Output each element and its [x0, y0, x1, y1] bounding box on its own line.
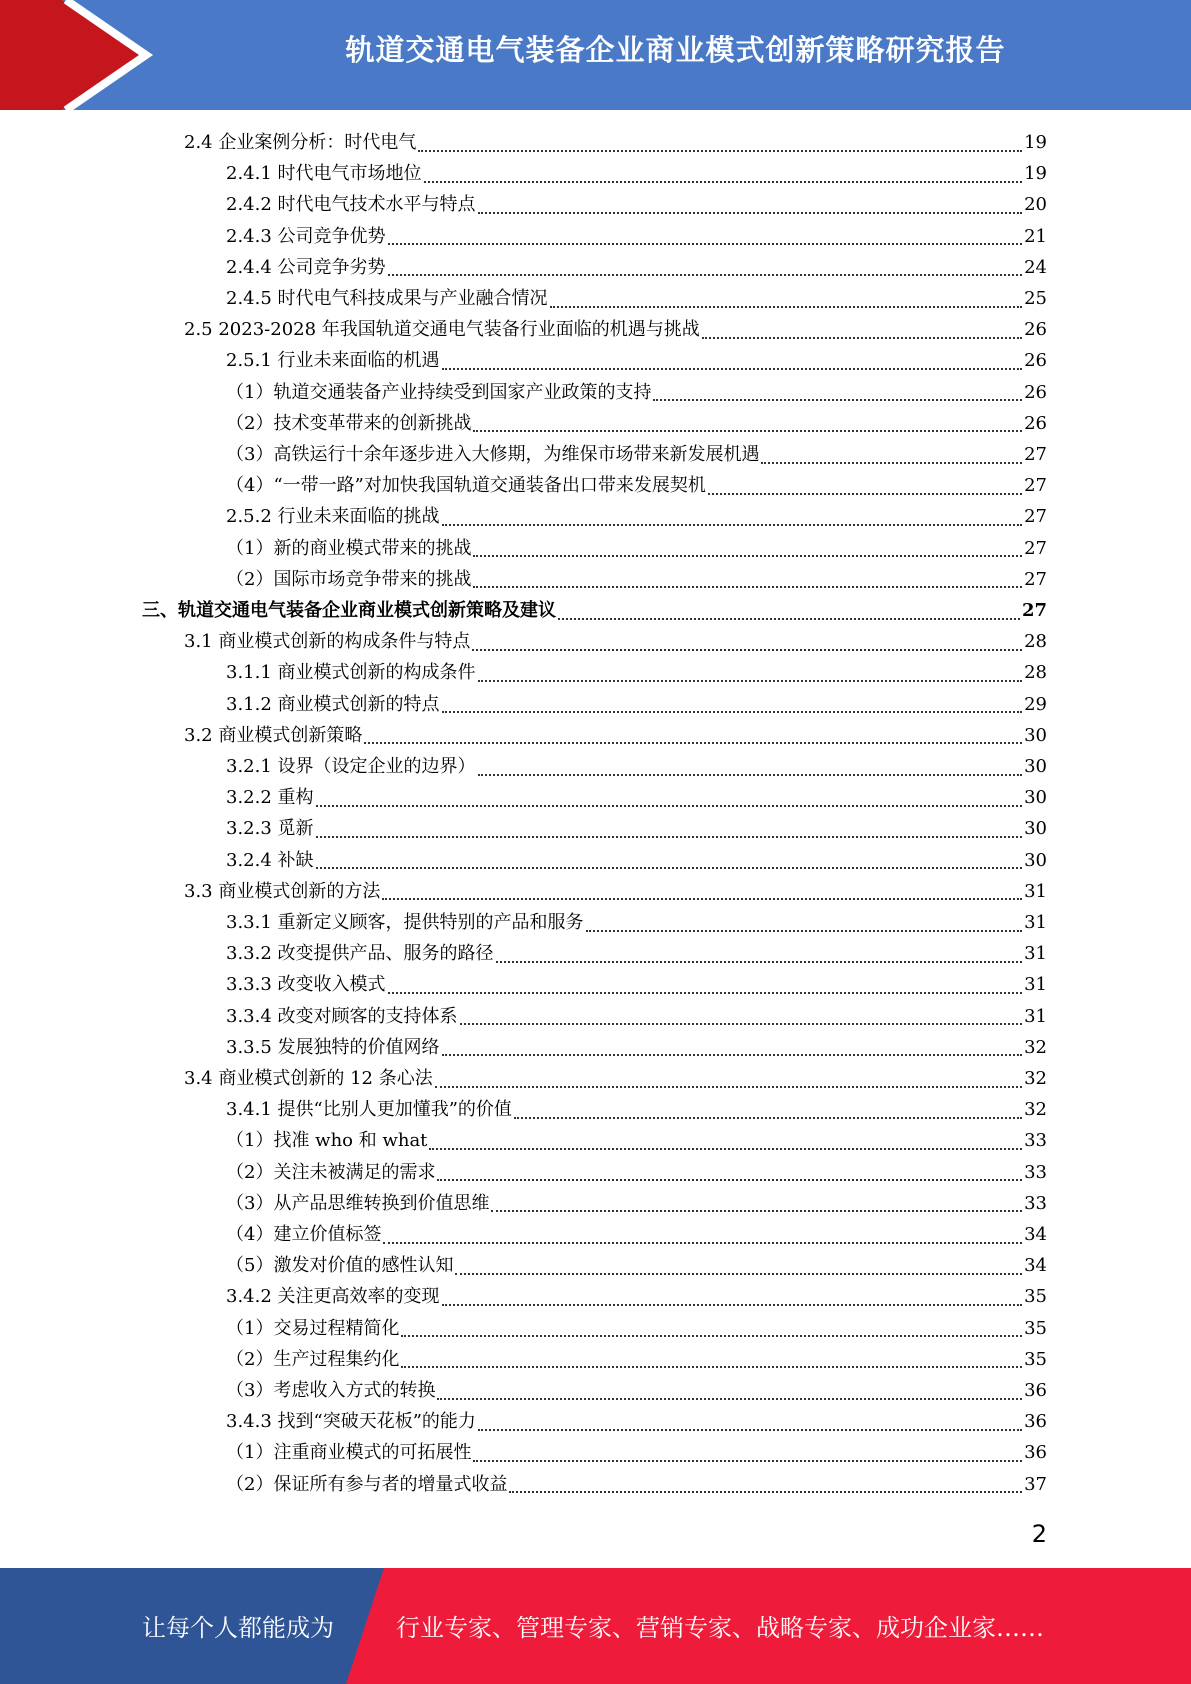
toc-dot-leader: [653, 399, 1022, 401]
toc-entry-label: （2）关注未被满足的需求: [226, 1161, 436, 1183]
toc-entry-page: 28: [1024, 662, 1047, 684]
toc-entry-page: 32: [1024, 1068, 1047, 1089]
toc-entry-page: 29: [1024, 693, 1047, 715]
toc-entry-label: （3）考虑收入方式的转换: [226, 1380, 436, 1401]
toc-entry-label: 3.2.4 补缺: [226, 849, 314, 871]
toc-entry[interactable]: [226, 408, 1047, 439]
toc-entry[interactable]: [226, 1157, 1047, 1188]
toc-entry-page: 19: [1024, 163, 1047, 185]
toc-entry-label: 2.5.2 行业未来面临的挑战: [226, 506, 440, 528]
toc-dot-leader: [442, 524, 1023, 526]
toc-entry-page: 26: [1024, 412, 1047, 434]
footer-slogan-left: 让每个人都能成为: [142, 1614, 334, 1642]
toc-entry-page: 20: [1024, 194, 1047, 216]
toc-entry-page: 35: [1024, 1348, 1047, 1370]
toc-entry[interactable]: [226, 501, 1047, 532]
toc-dot-leader: [472, 649, 1022, 651]
toc-entry[interactable]: [226, 564, 1047, 595]
toc-entry-page: 19: [1024, 132, 1047, 153]
toc-entry[interactable]: [226, 938, 1047, 969]
page-footer: [0, 1568, 1191, 1684]
toc-entry-page: 21: [1024, 225, 1047, 247]
toc-entry[interactable]: [226, 470, 1047, 501]
toc-dot-leader: [316, 805, 1023, 807]
toc-entry-page: 36: [1024, 1442, 1047, 1464]
toc-dot-leader: [509, 1491, 1022, 1493]
toc-entry-label: （1）找准 who 和 what: [226, 1130, 428, 1152]
toc-entry[interactable]: [184, 127, 1047, 158]
toc-entry-label: （2）国际市场竞争带来的挑战: [226, 568, 472, 590]
toc-entry-page: 33: [1024, 1130, 1047, 1152]
toc-entry-label: 2.4.5 时代电气科技成果与产业融合情况: [226, 288, 548, 309]
toc-dot-leader: [442, 1054, 1023, 1056]
toc-entry-label: 3.4.3 找到“突破天花板”的能力: [226, 1411, 476, 1433]
toc-entry-label: （1）交易过程精简化: [226, 1317, 400, 1339]
toc-entry-label: （1）轨道交通装备产业持续受到国家产业政策的支持: [226, 381, 652, 403]
page-header: [0, 0, 1191, 110]
toc-entry-label: 3.2.3 觅新: [226, 818, 314, 840]
toc-entry[interactable]: [226, 1125, 1047, 1156]
toc-entry-page: 34: [1024, 1224, 1047, 1245]
toc-entry[interactable]: [226, 1281, 1047, 1312]
toc-dot-leader: [401, 1335, 1022, 1337]
toc-entry-label: （1）新的商业模式带来的挑战: [226, 537, 472, 559]
toc-entry-label: （1）注重商业模式的可拓展性: [226, 1442, 472, 1464]
toc-entry-label: 3.2.1 设界（设定企业的边界）: [226, 756, 476, 777]
toc-entry-page: 35: [1024, 1317, 1047, 1339]
toc-dot-leader: [514, 1117, 1022, 1119]
toc-entry[interactable]: [226, 1219, 1047, 1250]
toc-entry-label: 2.5.1 行业未来面临的机遇: [226, 350, 440, 372]
toc-dot-leader: [586, 930, 1023, 932]
toc-entry[interactable]: [226, 689, 1047, 720]
toc-entry-label: 2.4.3 公司竞争优势: [226, 225, 386, 247]
toc-entry[interactable]: [226, 751, 1047, 782]
header-arrow-decoration: [0, 0, 200, 110]
toc-dot-leader: [473, 430, 1022, 432]
toc-dot-leader: [388, 992, 1023, 994]
toc-entry[interactable]: [226, 1001, 1047, 1032]
toc-entry[interactable]: [226, 1344, 1047, 1375]
toc-entry[interactable]: [184, 626, 1047, 657]
toc-entry-label: 3.4.2 关注更高效率的变现: [226, 1286, 440, 1308]
toc-entry[interactable]: [226, 252, 1047, 283]
toc-entry-label: 3.1.1 商业模式创新的构成条件: [226, 662, 476, 684]
toc-entry-page: 34: [1024, 1255, 1047, 1277]
toc-entry[interactable]: [142, 595, 1047, 626]
toc-dot-leader: [316, 867, 1023, 869]
toc-entry-page: 36: [1024, 1411, 1047, 1433]
toc-dot-leader: [455, 1273, 1022, 1275]
toc-entry[interactable]: [226, 1313, 1047, 1344]
toc-entry[interactable]: [226, 283, 1047, 314]
toc-entry-label: （3）从产品思维转换到价值思维: [226, 1192, 490, 1214]
toc-entry-page: 26: [1024, 350, 1047, 372]
toc-entry-label: （5）激发对价值的感性认知: [226, 1255, 454, 1277]
toc-dot-leader: [478, 1429, 1022, 1431]
toc-entry-label: 3.3.2 改变提供产品、服务的路径: [226, 943, 494, 965]
toc-dot-leader: [478, 774, 1023, 776]
toc-dot-leader: [550, 306, 1023, 308]
toc-entry[interactable]: [226, 158, 1047, 189]
toc-dot-leader: [388, 243, 1023, 245]
toc-entry-page: 30: [1024, 849, 1047, 871]
toc-dot-leader: [460, 1023, 1023, 1025]
toc-dot-leader: [708, 493, 1022, 495]
page-number: 2: [1031, 1520, 1047, 1548]
toc-entry-page: 30: [1024, 756, 1047, 777]
toc-entry[interactable]: [226, 1406, 1047, 1437]
toc-entry-page: 27: [1024, 506, 1047, 528]
toc-entry-page: 28: [1024, 631, 1047, 653]
toc-entry-page: 31: [1024, 1005, 1047, 1027]
toc-entry[interactable]: [226, 439, 1047, 470]
toc-entry-label: 3.3.1 重新定义顾客，提供特别的产品和服务: [226, 912, 584, 933]
toc-entry-page: 33: [1024, 1161, 1047, 1183]
toc-entry-label: 3.3.4 改变对顾客的支持体系: [226, 1005, 458, 1027]
toc-dot-leader: [702, 337, 1022, 339]
toc-entry-page: 25: [1024, 288, 1047, 309]
header-red-arrow: [0, 0, 140, 110]
toc-entry[interactable]: [226, 1250, 1047, 1281]
toc-entry-page: 33: [1024, 1192, 1047, 1214]
toc-dot-leader: [442, 368, 1023, 370]
toc-dot-leader: [478, 680, 1023, 682]
toc-entry[interactable]: [226, 1375, 1047, 1406]
toc-entry-label: 3.3 商业模式创新的方法: [184, 880, 381, 902]
toc-entry-page: 31: [1024, 912, 1047, 933]
toc-dot-leader: [442, 1304, 1023, 1306]
toc-entry-page: 27: [1024, 475, 1047, 497]
toc-entry-label: 2.4.1 时代电气市场地位: [226, 163, 422, 185]
toc-entry-page: 26: [1024, 381, 1047, 403]
toc-entry-page: 27: [1024, 537, 1047, 559]
toc-entry[interactable]: [226, 221, 1047, 252]
toc-entry-label: 3.3.3 改变收入模式: [226, 974, 386, 996]
toc-entry[interactable]: [226, 969, 1047, 1000]
toc-entry[interactable]: [226, 907, 1047, 938]
toc-entry[interactable]: [226, 1437, 1047, 1468]
toc-dot-leader: [761, 462, 1022, 464]
toc-entry[interactable]: [226, 533, 1047, 564]
toc-entry-label: 3.3.5 发展独特的价值网络: [226, 1036, 440, 1058]
toc-entry[interactable]: [226, 345, 1047, 376]
toc-entry-label: （2）保证所有参与者的增量式收益: [226, 1473, 508, 1495]
toc-dot-leader: [364, 742, 1022, 744]
toc-entry-label: 2.4 企业案例分析：时代电气: [184, 132, 417, 153]
toc-entry-label: 2.4.4 公司竞争劣势: [226, 256, 386, 278]
toc-entry[interactable]: [226, 813, 1047, 844]
toc-dot-leader: [473, 1460, 1022, 1462]
toc-entry-label: 三、轨道交通电气装备企业商业模式创新策略及建议: [142, 600, 556, 621]
toc-dot-leader: [435, 1086, 1022, 1088]
toc-entry[interactable]: [226, 657, 1047, 688]
toc-entry-label: （3）高铁运行十余年逐步进入大修期，为维保市场带来新发展机遇: [226, 444, 760, 465]
toc-entry-page: 24: [1024, 256, 1047, 278]
toc-dot-leader: [442, 711, 1023, 713]
toc-dot-leader: [429, 1148, 1022, 1150]
toc-dot-leader: [418, 150, 1022, 152]
toc-entry-page: 30: [1024, 787, 1047, 809]
toc-entry[interactable]: [184, 876, 1047, 907]
toc-entry-label: 3.4 商业模式创新的 12 条心法: [184, 1068, 433, 1089]
toc-dot-leader: [316, 836, 1023, 838]
toc-entry-page: 26: [1024, 319, 1047, 341]
toc-entry-label: 3.2 商业模式创新策略: [184, 724, 363, 746]
toc-dot-leader: [382, 898, 1022, 900]
toc-entry-page: 31: [1024, 880, 1047, 902]
toc-entry-label: 3.2.2 重构: [226, 787, 314, 809]
toc-entry[interactable]: [226, 1469, 1047, 1500]
toc-entry-label: 2.4.2 时代电气技术水平与特点: [226, 194, 476, 216]
toc-dot-leader: [383, 1242, 1022, 1244]
toc-entry-page: 35: [1024, 1286, 1047, 1308]
toc-entry-label: （4）建立价值标签: [226, 1224, 382, 1245]
toc-entry-page: 37: [1024, 1473, 1047, 1495]
toc-dot-leader: [388, 274, 1023, 276]
toc-entry-page: 32: [1024, 1099, 1047, 1121]
toc-entry[interactable]: [226, 1032, 1047, 1063]
report-title: 轨道交通电气装备企业商业模式创新策略研究报告: [345, 33, 1006, 67]
toc-entry[interactable]: [226, 845, 1047, 876]
toc-entry-page: 31: [1024, 974, 1047, 996]
toc-dot-leader: [437, 1179, 1022, 1181]
toc-entry-label: 2.5 2023-2028 年我国轨道交通电气装备行业面临的机遇与挑战: [184, 319, 700, 341]
toc-entry[interactable]: [226, 1094, 1047, 1125]
toc-dot-leader: [478, 212, 1023, 214]
toc-dot-leader: [424, 181, 1023, 183]
toc-dot-leader: [437, 1398, 1022, 1400]
toc-dot-leader: [473, 555, 1022, 557]
toc-entry-page: 31: [1024, 943, 1047, 965]
toc-dot-leader: [401, 1366, 1022, 1368]
toc-entry[interactable]: [226, 782, 1047, 813]
footer-slogan-right: 行业专家、管理专家、营销专家、战略专家、成功企业家……: [396, 1614, 1044, 1642]
toc-dot-leader: [558, 618, 1020, 620]
toc-entry-page: 27: [1024, 568, 1047, 590]
toc-entry-label: 3.1.2 商业模式创新的特点: [226, 693, 440, 715]
toc-entry-page: 30: [1024, 724, 1047, 746]
toc-entry[interactable]: [184, 1063, 1047, 1094]
toc-entry-label: 3.4.1 提供“比别人更加懂我”的价值: [226, 1099, 512, 1121]
toc-entry-label: （2）生产过程集约化: [226, 1348, 400, 1370]
toc-entry[interactable]: [226, 377, 1047, 408]
toc-entry-label: （4）“一带一路”对加快我国轨道交通装备出口带来发展契机: [226, 475, 706, 497]
toc-entry-page: 32: [1024, 1036, 1047, 1058]
toc-entry[interactable]: [226, 189, 1047, 220]
toc-entry-label: 3.1 商业模式创新的构成条件与特点: [184, 631, 471, 653]
toc-dot-leader: [491, 1210, 1022, 1212]
toc-entry-page: 27: [1024, 444, 1047, 465]
toc-entry-page: 27: [1021, 600, 1047, 621]
toc-entry-page: 30: [1024, 818, 1047, 840]
toc-dot-leader: [473, 586, 1022, 588]
toc-entry[interactable]: [184, 314, 1047, 345]
toc-dot-leader: [496, 961, 1023, 963]
toc-entry-label: （2）技术变革带来的创新挑战: [226, 412, 472, 434]
toc-entry[interactable]: [226, 1188, 1047, 1219]
toc-entry-page: 36: [1024, 1380, 1047, 1401]
toc-entry[interactable]: [184, 720, 1047, 751]
